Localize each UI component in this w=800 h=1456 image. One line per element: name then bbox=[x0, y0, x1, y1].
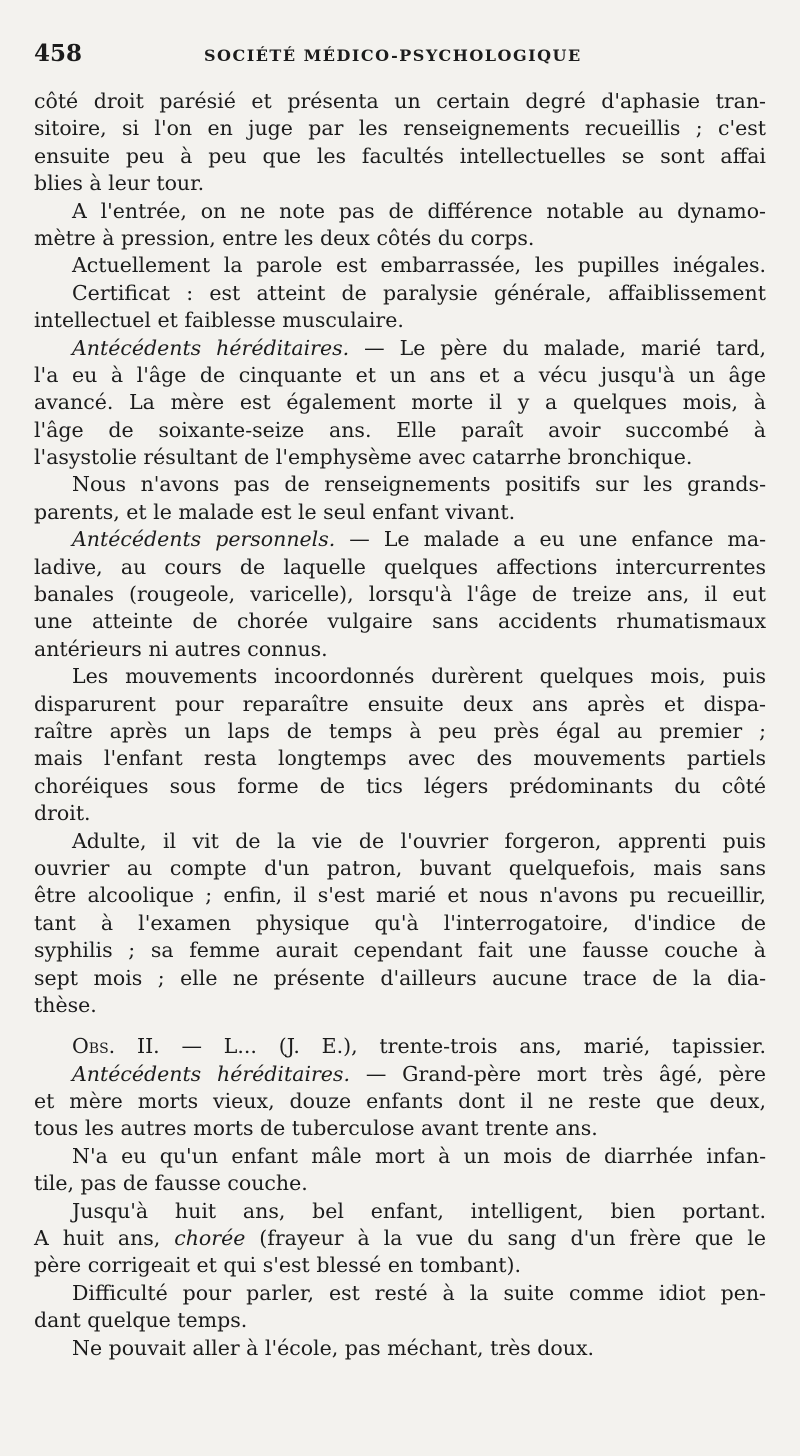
body-text bbox=[34, 88, 766, 1362]
text-line bbox=[34, 1143, 766, 1170]
line-text: Adulte, il vit de la vie de l'ouvrier forgeron, apprenti puis bbox=[72, 828, 766, 853]
line-text: syphilis ; sa femme aurait cependant fait une fausse couche à bbox=[34, 938, 766, 963]
section-heading: Antécédents héréditaires. bbox=[72, 335, 350, 360]
line-text: — Grand-père mort très âgé, père bbox=[349, 1061, 767, 1086]
text-line bbox=[34, 280, 766, 307]
text-line bbox=[34, 1115, 766, 1142]
text-line bbox=[34, 1033, 766, 1060]
text-line bbox=[34, 1307, 766, 1334]
text-line bbox=[34, 1225, 766, 1252]
text-line bbox=[34, 389, 766, 416]
line-text: ladive, au cours de laquelle quelques affections intercurrentes bbox=[34, 554, 766, 579]
line-text: côté droit parésié et présenta un certain degré d'aphasie tran- bbox=[34, 89, 766, 113]
text-line bbox=[34, 773, 766, 800]
line-text: Certificat : est atteint de paralysie générale, affaiblissement bbox=[72, 280, 766, 305]
line-text: — L... (J. E.), trente-trois ans, marié, tapissier. bbox=[159, 1034, 766, 1059]
line-text: et mère morts vieux, douze enfants dont il ne reste que deux, bbox=[34, 1089, 766, 1114]
line-text: disparurent pour reparaître ensuite deux ans après et dispa- bbox=[34, 691, 766, 716]
text-line bbox=[34, 1280, 766, 1307]
text-line bbox=[34, 636, 766, 663]
text-line bbox=[34, 417, 766, 444]
text-line bbox=[34, 444, 766, 471]
line-text: Jusqu'à huit ans, bel enfant, intelligent, bien portant. bbox=[72, 1198, 766, 1223]
text-line bbox=[34, 937, 766, 964]
text-line bbox=[34, 691, 766, 718]
section-heading: Antécédents personnels. bbox=[72, 527, 336, 552]
line-text: mais l'enfant resta longtemps avec des mouvements partiels bbox=[34, 746, 766, 771]
line-text: dant quelque temps. bbox=[34, 1308, 248, 1333]
text-line bbox=[34, 362, 766, 389]
italic-term: chorée bbox=[174, 1226, 246, 1251]
line-text: Actuellement la parole est embarrassée, les pupilles inégales. bbox=[72, 253, 766, 278]
line-text: parents, et le malade est le seul enfant vivant. bbox=[34, 499, 516, 524]
paragraph-gap bbox=[34, 1019, 766, 1033]
text-line bbox=[34, 1335, 766, 1362]
text-line bbox=[34, 307, 766, 334]
text-line bbox=[34, 608, 766, 635]
text-line bbox=[34, 335, 766, 362]
line-text: thèse. bbox=[34, 992, 97, 1017]
text-line bbox=[34, 1061, 766, 1088]
line-text: l'a eu à l'âge de cinquante et un ans et a vécu jusqu'à un âge bbox=[34, 362, 766, 387]
text-line bbox=[34, 965, 766, 992]
line-text: ouvrier au compte d'un patron, buvant quelquefois, mais sans bbox=[34, 855, 766, 880]
text-line bbox=[34, 526, 766, 553]
text-line bbox=[34, 225, 766, 252]
line-text: mètre à pression, entre les deux côtés du corps. bbox=[34, 225, 535, 250]
text-line bbox=[34, 882, 766, 909]
text-line bbox=[34, 198, 766, 225]
line-text: (frayeur à la vue du sang d'un frère que le bbox=[245, 1226, 766, 1251]
text-line bbox=[34, 855, 766, 882]
running-head: SOCIÉTÉ MÉDICO-PSYCHOLOGIQUE bbox=[204, 46, 582, 65]
line-text: raître après un laps de temps à peu près égal au premier ; bbox=[34, 718, 766, 743]
line-text: Nous n'avons pas de renseignements positifs sur les grands- bbox=[72, 472, 766, 497]
text-line bbox=[34, 252, 766, 279]
line-text: tous les autres morts de tuberculose avant trente ans. bbox=[34, 1116, 598, 1141]
line-text: — Le père du malade, marié tard, bbox=[349, 335, 766, 360]
text-line bbox=[34, 718, 766, 745]
text-line bbox=[34, 745, 766, 772]
line-text: tant à l'examen physique qu'à l'interrogatoire, d'indice de bbox=[34, 910, 766, 935]
line-text: A l'entrée, on ne note pas de différence notable au dynamo- bbox=[72, 198, 766, 223]
line-text: sitoire, si l'on en juge par les renseignements recueillis ; c'est bbox=[34, 116, 766, 141]
page-number: 458 bbox=[34, 40, 83, 67]
line-text: blies à leur tour. bbox=[34, 171, 205, 196]
text-line bbox=[34, 115, 766, 142]
line-text: Les mouvements incoordonnés durèrent quelques mois, puis bbox=[72, 664, 766, 689]
text-line bbox=[34, 992, 766, 1019]
line-text: N'a eu qu'un enfant mâle mort à un mois de diarrhée infan- bbox=[72, 1143, 766, 1168]
text-line bbox=[34, 1252, 766, 1279]
text-line bbox=[34, 143, 766, 170]
text-line bbox=[34, 910, 766, 937]
text-line bbox=[34, 1088, 766, 1115]
line-text: père corrigeait et qui s'est blessé en tombant). bbox=[34, 1253, 521, 1278]
text-line bbox=[34, 800, 766, 827]
line-text: être alcoolique ; enfin, il s'est marié et nous n'avons pu recueillir, bbox=[34, 883, 766, 908]
text-line bbox=[34, 828, 766, 855]
section-heading: Antécédents héréditaires. bbox=[72, 1061, 350, 1086]
line-text: banales (rougeole, varicelle), lorsqu'à l'âge de treize ans, il eut bbox=[34, 582, 766, 607]
line-text: Difficulté pour parler, est resté à la suite comme idiot pen- bbox=[72, 1280, 766, 1305]
page-header bbox=[34, 40, 766, 76]
line-text-prefix: A huit ans, bbox=[34, 1226, 175, 1251]
line-text: choréiques sous forme de tics légers prédominants du côté bbox=[34, 773, 766, 798]
text-line bbox=[34, 581, 766, 608]
line-text: l'âge de soixante-seize ans. Elle paraît avoir succombé à bbox=[34, 417, 766, 442]
line-text: antérieurs ni autres connus. bbox=[34, 636, 328, 661]
text-line bbox=[34, 1170, 766, 1197]
line-text: droit. bbox=[34, 801, 91, 826]
text-line bbox=[34, 499, 766, 526]
text-line bbox=[34, 1198, 766, 1225]
text-line bbox=[34, 88, 766, 115]
text-line bbox=[34, 663, 766, 690]
text-line bbox=[34, 170, 766, 197]
observation-label: Obs. II. bbox=[72, 1034, 160, 1059]
line-text: tile, pas de fausse couche. bbox=[34, 1171, 308, 1196]
text-line bbox=[34, 554, 766, 581]
line-text: sept mois ; elle ne présente d'ailleurs aucune trace de la dia- bbox=[34, 965, 766, 990]
line-text: l'asystolie résultant de l'emphysème avec catarrhe bronchique. bbox=[34, 445, 693, 470]
line-text: une atteinte de chorée vulgaire sans accidents rhumatismaux bbox=[34, 609, 766, 634]
line-text: ensuite peu à peu que les facultés intellectuelles se sont affai bbox=[34, 143, 766, 168]
text-line bbox=[34, 471, 766, 498]
line-text: intellectuel et faiblesse musculaire. bbox=[34, 308, 404, 333]
line-text: — Le malade a eu une enfance ma- bbox=[335, 527, 766, 552]
line-text: avancé. La mère est également morte il y a quelques mois, à bbox=[34, 390, 766, 415]
line-text: Ne pouvait aller à l'école, pas méchant, très doux. bbox=[72, 1335, 595, 1360]
